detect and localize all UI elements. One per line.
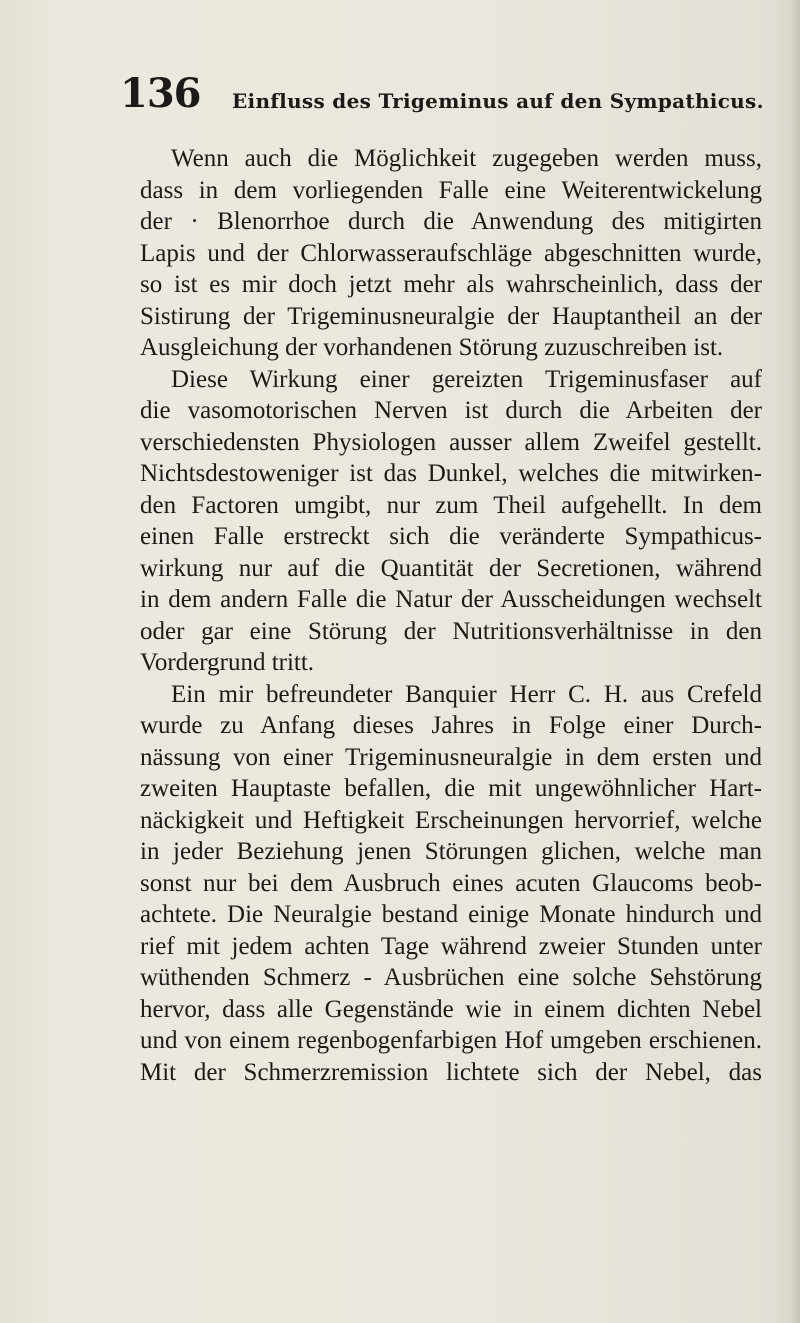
text-line: und von einem regenbogenfarbigen Hof umgeben erschienen. (140, 1027, 762, 1054)
text-line: Wenn auch die Möglichkeit zugegeben werden muss, (171, 145, 762, 172)
text-line: Nichtsdestoweniger ist das Dunkel, welches die mitwirken- (140, 460, 762, 487)
text-line: Ausgleichung der vorhandenen Störung zuzuschreiben ist. (140, 334, 724, 361)
text-line: Lapis und der Chlorwasseraufschläge abgeschnitten wurde, (140, 239, 762, 267)
body-text (140, 143, 762, 1088)
page-number: 136 (120, 70, 201, 117)
text-line: wurde zu Anfang dieses Jahres in Folge einer Durch- (140, 712, 762, 739)
text-line: dass in dem vorliegenden Falle eine Weiterentwickelung (140, 176, 762, 204)
text-line: oder gar eine Störung der Nutritionsverhältnisse in den (140, 617, 762, 645)
text-line: nässung von einer Trigeminusneuralgie in dem ersten und (140, 743, 762, 771)
page-edge-shadow (790, 0, 800, 1323)
text-line: verschiedensten Physiologen ausser allem Zweifel gestellt. (140, 428, 762, 456)
paragraph-3 (140, 679, 762, 1089)
text-line: Mit der Schmerzremission lichtete sich der Nebel, das (140, 1058, 762, 1086)
paragraph-1 (140, 143, 762, 364)
text-line: so ist es mir doch jetzt mehr als wahrscheinlich, dass der (140, 271, 762, 298)
text-line: Ein mir befreundeter Banquier Herr C. H. aus Crefeld (171, 680, 762, 708)
text-line: einen Falle erstreckt sich die veränderte Sympathicus- (140, 523, 762, 550)
text-line: hervor, dass alle Gegenstände wie in einem dichten Nebel (140, 995, 762, 1023)
text-line: die vasomotorischen Nerven ist durch die Arbeiten der (140, 397, 762, 424)
text-line: sonst nur bei dem Ausbruch eines acuten Glaucoms beob- (140, 869, 762, 897)
text-line: achtete. Die Neuralgie bestand einige Monate hindurch und (140, 901, 762, 928)
paragraph-2 (140, 364, 762, 679)
text-line: Vordergrund tritt. (140, 649, 315, 676)
text-line: den Factoren umgibt, nur zum Theil aufgehellt. In dem (140, 491, 762, 519)
text-line: in jeder Beziehung jenen Störungen glichen, welche man (140, 838, 762, 865)
page-header (120, 70, 764, 122)
text-line: zweiten Hauptaste befallen, die mit ungewöhnlicher Hart- (140, 775, 762, 802)
text-line: in dem andern Falle die Natur der Ausscheidungen wechselt (140, 586, 762, 613)
text-line: Sistirung der Trigeminusneuralgie der Hauptantheil an der (140, 302, 762, 330)
text-line: Diese Wirkung einer gereizten Trigeminusfaser auf (171, 365, 762, 393)
text-line: rief mit jedem achten Tage während zweier Stunden unter (140, 932, 762, 960)
text-line: der · Blenorrhoe durch die Anwendung des mitigirten (140, 208, 762, 235)
text-line: wüthenden Schmerz - Ausbrüchen eine solche Sehstörung (140, 964, 762, 991)
text-line: wirkung nur auf die Quantität der Secretionen, während (140, 554, 762, 582)
text-line: näckigkeit und Heftigkeit Erscheinungen hervorrief, welche (140, 806, 762, 834)
running-head: Einfluss des Trigeminus auf den Sympathicus. (232, 89, 764, 113)
